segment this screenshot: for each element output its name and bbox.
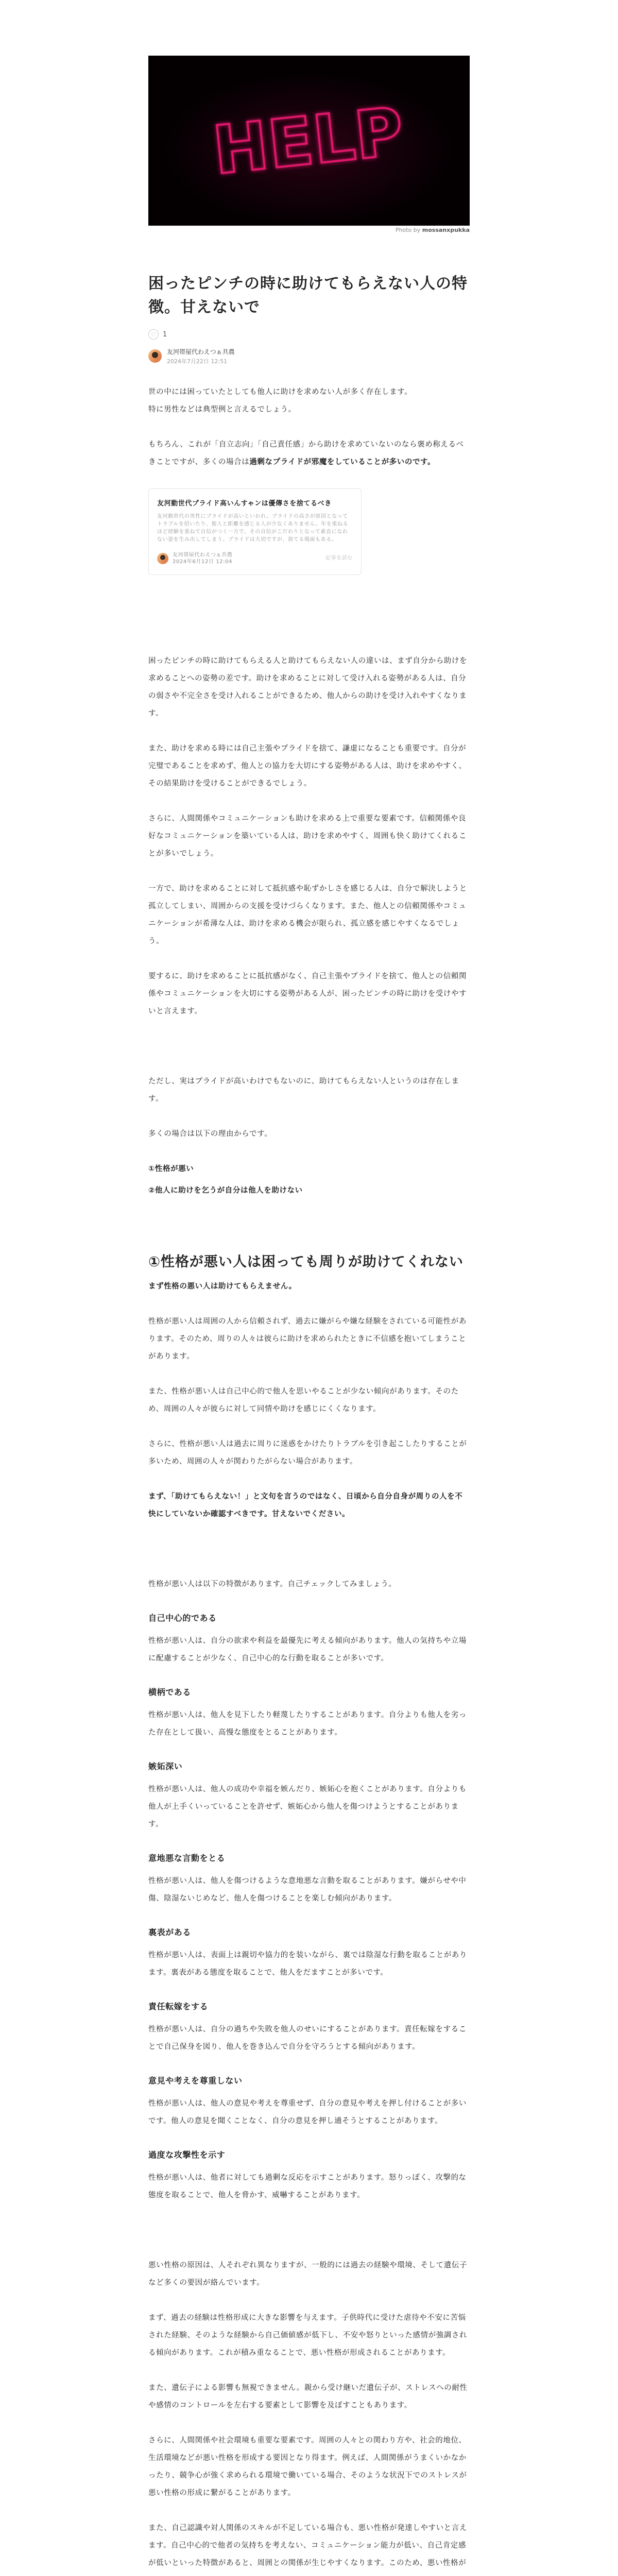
paragraph: まず、過去の経験は性格形成に大きな影響を与えます。子供時代に受けた虐待や不安に苦悩された経験、そのような経験から自己価値感が低下し、不安や怒りといった感情が強調される傾向があります。これが積み重なることで、悪い性格が形成されることがあります。 xyxy=(148,2314,468,2357)
post-date: 2024年7月22日 12:51 xyxy=(167,358,228,365)
trait-heading: 意見や考えを尊重しない xyxy=(148,2076,243,2086)
section-heading: ①性格が悪い人は困っても周りが助けてくれない xyxy=(148,1254,464,1270)
lead-text: まず性格の悪い人は助けてもらえません。 xyxy=(148,1282,297,1291)
paragraph: 性格が悪い人は以下の特徴があります。自己チェックしてみましょう。 xyxy=(148,1580,397,1588)
paragraph: 性格が悪い人は、他人を傷つけるような意地悪な言動を取ることがあります。嫌がらせや中傷、陰湿ないじめなど、他人を傷つけることを楽しむ傾向があります。 xyxy=(148,1877,467,1903)
credit-name[interactable]: mossanxpukka xyxy=(422,227,470,233)
paragraph: さらに、人間関係や社会環境も重要な要素です。周囲の人々との関わり方や、社会的地位、生活環境などが悪い性格を形成する要因となり得ます。例えば、人間関係がうまくいかなかったり、競争心が強く求められる環境で働いている場合、そのような状況下でのストレスが悪い性格の形成に繋がることがあります。 xyxy=(148,2436,467,2497)
embed-footer xyxy=(157,550,353,567)
emphasis: まず、「助けてもらえない！」と文句を言うのではなく、日頃から自分自身が周りの人を不快にしていないか確認すべきです。甘えないでください。 xyxy=(148,1493,463,1518)
paragraph: 困ったピンチの時に助けてもらえる人と助けてもらえない人の違いは、まず自分から助けを求めることへの姿勢の差です。助けを求めることに対して受け入れる姿勢がある人は、自分の弱さや不完全さを受け入れることができるため、他人からの助けを受け入れやすくなります。 xyxy=(148,657,468,718)
paragraph: 性格が悪い人は、他人の成功や幸福を嫉んだり、嫉妬心を抱くことがあります。自分よりも他人が上手くいっていることを許せず、嫉妬心から他人を傷つけようとすることがあります。 xyxy=(148,1785,467,1828)
trait-heading: 裏表がある xyxy=(148,1927,192,1937)
article-body xyxy=(148,383,470,2576)
help-neon-graphic xyxy=(148,56,470,226)
emphasis: 過剰なプライドが邪魔をしていることが多いのです。 xyxy=(249,458,436,466)
paragraph: 性格が悪い人は、自分の欲求や利益を最優先に考える傾向があります。他人の気持ちや立場に配慮することが少なく、自己中心的な行動を取ることが多いです。 xyxy=(148,1637,467,1663)
paragraph: また、自己認識や対人関係のスキルが不足している場合も、悪い性格が発達しやすいと言えます。自己中心的で他者の気持ちを考えない、コミュニケーション能力が低い、自己肯定感が低いといった特徴があると、周囲との関係が生じやすくなります。このため、悪い性格が xyxy=(148,2524,467,2567)
paragraph: また、性格が悪い人は自己中心的で他人を思いやることが少ない傾向があります。そのため、周囲の人々が彼らに対して同情や助けを感じにくくなります。 xyxy=(148,1387,459,1413)
paragraph: ただし、実はプライドが高いわけでもないのに、助けてもらえない人というのは存在します。 xyxy=(148,1077,459,1103)
trait-heading: 責任転嫁をする xyxy=(148,2002,209,2011)
trait-heading: 過度な攻撃性を示す xyxy=(148,2150,226,2160)
list-item: ②他人に助けを乞うが自分は他人を助けない xyxy=(148,1187,303,1195)
paragraph: 多くの場合は以下の理由からです。 xyxy=(148,1130,272,1138)
paragraph: 性格が悪い人は、表面上は親切や協力的を装いながら、裏では陰湿な行動を取ることがあります。裏表がある態度を取ることで、他人をだますことが多いです。 xyxy=(148,1951,468,1977)
trait-heading: 横柄である xyxy=(148,1687,192,1697)
avatar[interactable] xyxy=(148,349,162,363)
trait-heading: 自己中心的である xyxy=(148,1613,217,1623)
list-item: ①性格が悪い xyxy=(148,1165,194,1173)
paragraph: 一方で、助けを求めることに対して抵抗感や恥ずかしさを感じる人は、自分で解決しようと孤立してしまい、周囲からの支援を受けづらくなります。また、他人との信頼関係やコミュニケーションが希薄な人は、助けを求める機会が限られ、孤立感を感じやすくなるでしょう。 xyxy=(148,885,467,945)
trait-heading: 嫉妬深い xyxy=(148,1761,183,1771)
embed-date: 2024年6月12日 12:04 xyxy=(173,559,233,565)
paragraph: 性格が悪い人は、他人を見下したり軽蔑したりすることがあります。自分よりも他人を劣った存在として扱い、高慢な態度をとることがあります。 xyxy=(148,1711,467,1737)
like-count: 1 xyxy=(163,330,167,338)
like-row xyxy=(148,328,470,341)
embed-author: 友河帯屋代わえつぁ共農 xyxy=(173,552,233,558)
heart-icon[interactable]: ♡ xyxy=(148,329,159,340)
embed-title: 友河動世代プライド高いんすゃンは優傳さを捨てるべき xyxy=(157,500,332,507)
paragraph: 悪い性格の原因は、人それぞれ異なりますが、一般的には過去の経験や環境、そして遺伝子など多くの要因が絡んでいます。 xyxy=(148,2261,468,2287)
embed-meta xyxy=(173,552,321,565)
paragraph: 性格が悪い人は、他人の意見や考えを尊重せず、自分の意見や考えを押し付けることが多いです。他人の意見を聞くことなく、自分の意見を押し通そうとすることがあります。 xyxy=(148,2099,467,2125)
article-title: 困ったピンチの時に助けてもらえない人の特徴。甘えないで xyxy=(148,275,468,316)
paragraph: 要するに、助けを求めることに抵抗感がなく、自己主張やプライドを捨て、他人との信頼関係やコミュニケーションを大切にする姿勢がある人が、困ったピンチの時に助けを受けやすいと言えます。 xyxy=(148,972,467,1015)
author-row xyxy=(148,345,470,367)
trait-heading: 意地悪な言動をとる xyxy=(148,1853,226,1863)
paragraph: また、助けを求める時には自己主張やプライドを捨て、謙虚になることも重要です。自分が完璧であることを求めず、他人との協力を大切にする姿勢がある人は、助けを求めやすく、その結果助けを受けることができるでしょう。 xyxy=(148,744,467,788)
paragraph: 性格が悪い人は周囲の人から信頼されず、過去に嫌がらや嫌な経験をされている可能性があります。そのため、周りの人々は彼らに助けを求められたときに不信感を抱いてしまうことがあります。 xyxy=(148,1317,467,1361)
paragraph: 性格が悪い人は、自分の過ちや失敗を他人のせいにすることがあります。責任転嫁をすることで自己保身を図り、他人を巻き込んで自分を守ろうとする傾向があります。 xyxy=(148,2025,467,2051)
read-more-link[interactable]: 記事を読む xyxy=(325,555,353,561)
paragraph: 世の中には困っていたとしても他人に助けを求めない人が多く存在します。 特に男性などは典型例と言えるでしょう。 xyxy=(148,388,413,414)
credit-prefix: Photo by xyxy=(395,227,421,233)
paragraph: さらに、人間関係やコミュニケーションも助けを求める上で重要な要素です。信頼関係や良好なコミュニケーションを築いている人は、助けを求めやすく、周囲も快く助けてくれることが多いでしょう。 xyxy=(148,815,467,858)
embed-excerpt: 友河動世代の男性にプライドが高いといわれ、プライドの高さが原因となってトラブルを招いたり、他人と距離を感じる人が少なくありません。年を重ねるほど経験を重ねて自信がつく一方で、その自信がこだわりとなって素直になれない姿を生み出してしまう。プライドは大切ですが、捨てる場面もある。 xyxy=(157,514,349,543)
embedded-article-card[interactable] xyxy=(148,488,362,575)
paragraph: もちろん、これが「自立志向」「自己責任感」から助けを求めていないのなら褒め称えるべきことですが、多くの場合は過剰なプライドが邪魔をしていることが多いのです。 xyxy=(148,440,464,466)
paragraph: また、遺伝子による影響も無視できません。親から受け継いだ遺伝子が、ストレスへの耐性や感情のコントロールを左右する要素として影響を及ぼすこともあります。 xyxy=(148,2384,468,2410)
hero-image xyxy=(148,56,470,226)
avatar xyxy=(157,553,168,564)
help-lettering: HELP xyxy=(209,93,407,190)
paragraph: 性格が悪い人は、他者に対しても過剰な反応を示すことがあります。怒りっぽく、攻撃的な態度を取ることで、他人を脅かす、威嚇することがあります。 xyxy=(148,2174,467,2199)
paragraph: さらに、性格が悪い人は過去に周りに迷惑をかけたりトラブルを引き起こしたりすることが多いため、周囲の人々が関わりたがらない場合があります。 xyxy=(148,1440,467,1466)
author-name[interactable]: 友河帯屋代わえつぁ共農 xyxy=(167,348,235,355)
photo-credit xyxy=(148,227,470,233)
